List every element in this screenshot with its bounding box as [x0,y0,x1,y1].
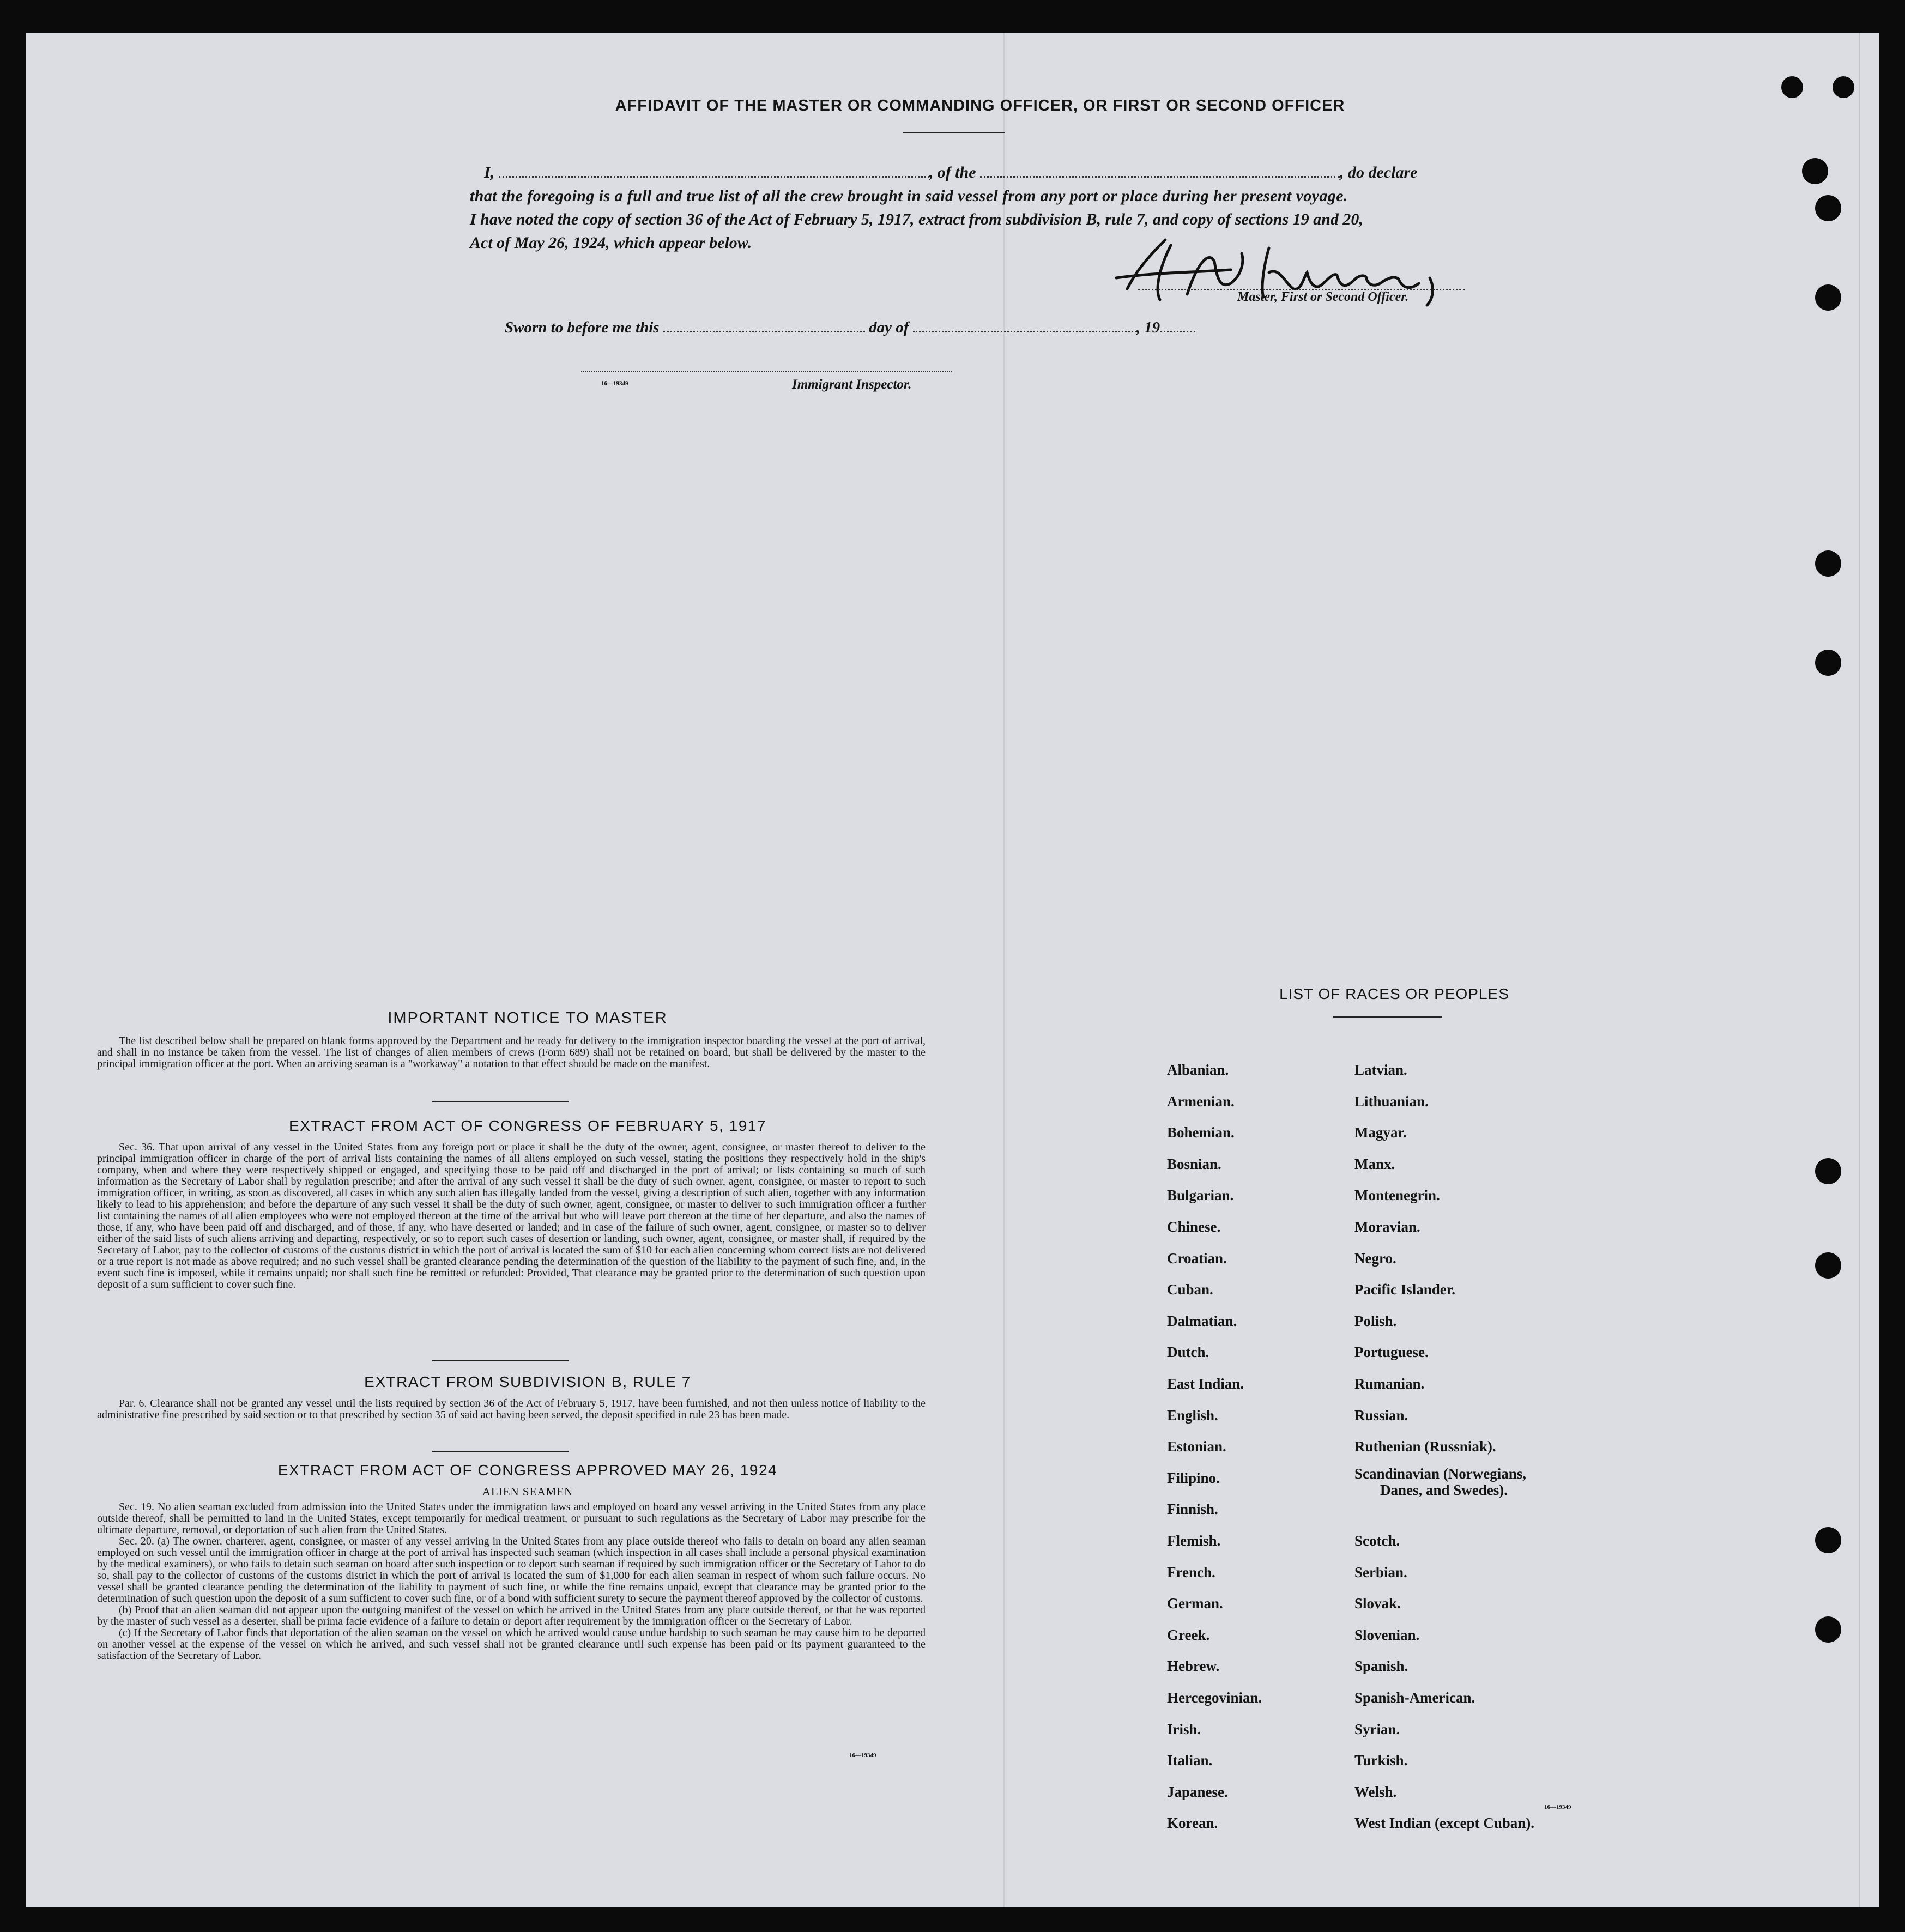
sec-20a-paragraph: Sec. 20. (a) The owner, charterer, agent, consignee, or master of any vessel arriving in the United States from any place outside thereof who fails to detain on board any alien seaman employed on such vessel until the immigration officer in charge at the port of arrival has inspected such seaman (which inspection in all cases shall include a personal physical examination by the medical examiners), or who fails to detain such seaman on board after such inspection or to deport such seaman if required by such immigration officer or the Secretary of Labor to do so, shall pay to the collector of customs of the customs district in which the port of arrival is located the sum of $1,000 for each alien seaman in respect of whom such failure occurs. No vessel shall be granted clearance pending the determination of the liability to payment of such fine, or while the fine remains unpaid, except that clearance may be granted prior to the determination of such question upon the deposit of a sum sufficient to cover such fine, or of a bond with sufficient surety to secure the payment thereof approved by the collector of customs. [97,1535,926,1604]
par-6-paragraph: Par. 6. Clearance shall not be granted any vessel until the lists required by section 36 of the Act of February 5, 1917, have been furnished, and not then unless notice of liability to the administrative fine prescribed by said section or to that prescribed by section 35 of said act having been served, the deposit specified in rule 23 has been made. [97,1397,926,1421]
page-edge [1859,33,1860,1907]
race-item: Chinese. [1167,1219,1221,1235]
race-item: Spanish-American. [1354,1689,1475,1706]
affidavit-line-2: that the foregoing is a full and true list of all the crew brought in said vessel from any port or place during her present voyage. [470,187,1348,205]
punch-hole [1815,1527,1841,1553]
race-item: Turkish. [1354,1752,1408,1769]
race-item: Flemish. [1167,1533,1221,1549]
race-item: Bohemian. [1167,1124,1235,1141]
extract-1924-form-number: 16—19349 [849,1752,876,1759]
races-title: LIST OF RACES OR PEOPLES [1279,985,1509,1002]
of-the-label: , of the [929,163,976,181]
affidavit-title-rule [903,132,1005,133]
race-item: Manx. [1354,1155,1395,1172]
race-item: East Indian. [1167,1376,1244,1392]
sec-19-paragraph: Sec. 19. No alien seaman excluded from admission into the United States under the immigration laws and employed on board any vessel arriving in the United States from any place outside thereof, shall be permitted to land in the United States, except temporarily for medical treatment, or pursuant to such regulations as the Secretary of Labor may prescribe for the ultimate departure, removal, or deportation of such alien from the United States. [97,1501,926,1536]
race-item: German. [1167,1595,1223,1612]
race-item: Scandinavian (Norwegians, [1354,1465,1527,1482]
races-title-rule [1333,1016,1442,1018]
do-declare-label: , do declare [1340,163,1418,181]
rule7-title: EXTRACT FROM SUBDIVISION B, RULE 7 [364,1373,691,1390]
race-item: Korean. [1167,1815,1218,1832]
race-item: Latvian. [1354,1062,1407,1078]
races-form-number: 16—19349 [1544,1804,1571,1810]
inspector-line [581,371,952,372]
notice-title: IMPORTANT NOTICE TO MASTER [388,1009,668,1027]
year-label: , 19 [1136,319,1160,336]
rule7-rule [432,1451,569,1452]
document-page [26,33,1879,1907]
race-item: English. [1167,1407,1218,1424]
race-item: Slovenian. [1354,1626,1420,1643]
punch-hole [1815,195,1841,221]
race-item: Syrian. [1354,1721,1400,1737]
race-item: Polish. [1354,1312,1397,1329]
punch-hole [1815,550,1841,577]
punch-hole [1781,76,1803,98]
race-item: Serbian. [1354,1564,1407,1580]
punch-hole [1815,1252,1841,1279]
race-item: Hercegovinian. [1167,1689,1262,1706]
punch-hole [1833,76,1854,98]
race-item: Dalmatian. [1167,1312,1237,1329]
race-item: Slovak. [1354,1595,1401,1612]
punch-hole [1815,1616,1841,1643]
signature-caption: Master, First or Second Officer. [1237,290,1409,304]
sec-36-paragraph: Sec. 36. That upon arrival of any vessel in the United States from any foreign port or place it shall be the duty of the owner, agent, consignee, or master thereof to deliver to the principal immigration officer in charge of the port of arrival lists containing the names of all aliens employed on such vessel, stating the positions they respectively hold in the ship's company, when and where they were respectively shipped or engaged, and specifying those to be paid off and discharged in the port of arrival; or lists containing so much of such information as the Secretary of Labor shall by regulation prescribe; and after the arrival of any such vessel it shall be the duty of such owner, agent, consignee, or master to report to such immigration officer, in writing, as soon as discovered, all cases in which any such alien has illegally landed from the vessel, giving a description of such alien, together with any information likely to lead to his apprehension; and before the departure of any such vessel it shall be the duty of such owner, agent, consignee, or master to deliver to such immigration officer a further list containing the names of all alien employees who were not employed thereon at the time of the arrival but who will leave port thereon at the time of her departure, and also the names of those, if any, who have been paid off and discharged, and of those, if any, who have deserted or landed; and in case of the failure of such owner, agent, consignee, or master so to deliver either of the said lists of such aliens arriving and departing, respectively, or so to report such cases of desertion or landing, such owner, agent, consignee, or master shall, if required by the Secretary of Labor, pay to the collector of customs of the customs district in which the port of arrival is located the sum of $10 for each alien concerning whom correct lists are not delivered or a true report is not made as above required; and no such vessel shall be granted clearance pending the determination of the question of the liability to the payment of such fine, and, in the event such fine is imposed, while it remains unpaid; nor shall such fine be remitted or refunded: Provided, That clearance may be granted prior to the determination of such question upon deposit of a sum sufficient to cover such fine. [97,1141,926,1291]
sworn-line [505,319,1195,337]
notice-rule [432,1101,569,1102]
race-item: Portuguese. [1354,1344,1429,1361]
vessel-name-field[interactable] [980,176,1340,178]
race-item: Hebrew. [1167,1658,1220,1675]
extract-1924-title: EXTRACT FROM ACT OF CONGRESS APPROVED MAY 26, 1924 [277,1462,778,1479]
race-item: Danes, and Swedes). [1380,1481,1508,1498]
affidavit-line-3: I have noted the copy of section 36 of the Act of February 5, 1917, extract from subdivision B, rule 7, and copy of sections 19 and 20, [470,210,1363,228]
inspector-caption: Immigrant Inspector. [792,377,912,392]
race-item: Rumanian. [1354,1376,1425,1392]
page-fold [1003,33,1005,1907]
race-item: Russian. [1354,1407,1408,1424]
race-item: Greek. [1167,1626,1210,1643]
race-item: Japanese. [1167,1783,1228,1800]
race-item: Welsh. [1354,1783,1397,1800]
master-name-field[interactable] [499,176,929,178]
race-item: Croatian. [1167,1250,1227,1267]
race-item: Irish. [1167,1721,1201,1737]
sworn-day-field[interactable] [663,331,865,332]
sec-20b-paragraph: (b) Proof that an alien seaman did not appear upon the outgoing manifest of the vessel on which he arrived in the United States from any place outside thereof, or that he was reported by the master of such vessel as a deserter, shall be prima facie evidence of a failure to detain or deport after requirement by the immigration officer or the Secretary of Labor. [97,1604,926,1627]
punch-hole [1802,158,1828,184]
rule7-text [97,1398,926,1421]
extract-1917-rule [432,1360,569,1361]
affidavit-line-4: Act of May 26, 1924, which appear below. [470,234,752,252]
race-item: Italian. [1167,1752,1213,1769]
race-item: Armenian. [1167,1093,1235,1110]
race-item: Scotch. [1354,1533,1400,1549]
race-item: Dutch. [1167,1344,1209,1361]
punch-hole [1815,1158,1841,1184]
race-item: Bulgarian. [1167,1187,1234,1204]
race-item: Cuban. [1167,1281,1213,1298]
extract-1924-text [97,1501,926,1662]
sworn-label: Sworn to before me this [505,319,660,336]
race-item: Estonian. [1167,1438,1226,1455]
race-item: Moravian. [1354,1219,1420,1235]
race-item: French. [1167,1564,1215,1580]
extract-1917-title: EXTRACT FROM ACT OF CONGRESS OF FEBRUARY 5, 1917 [289,1117,766,1134]
race-item: Ruthenian (Russniak). [1354,1438,1496,1455]
sec-20c-paragraph: (c) If the Secretary of Labor finds that deportation of the alien seaman on the vessel on which he arrived would cause undue hardship to such seaman he may cause him to be deported on another vessel at the expense of the vessel on which he arrived, and such vessel shall not be granted clearance until such expense has been paid or its payment guaranteed to the satisfaction of the Secretary of Labor. [97,1627,926,1662]
race-item: Filipino. [1167,1469,1220,1486]
affidavit-line-1 [484,163,1417,182]
extract-1917-text [97,1142,926,1291]
sworn-year-field[interactable] [1160,331,1195,332]
punch-hole [1815,650,1841,676]
punch-hole [1815,284,1841,311]
race-item: Negro. [1354,1250,1396,1267]
race-item: Finnish. [1167,1501,1218,1518]
race-item: Spanish. [1354,1658,1408,1675]
race-item: Magyar. [1354,1124,1407,1141]
affidavit-form-number: 16—19349 [601,380,628,387]
affidavit-i-label: I, [484,163,495,181]
race-item: West Indian (except Cuban). [1354,1815,1535,1832]
notice-text [97,1035,926,1070]
race-item: Albanian. [1167,1062,1229,1078]
race-item: Bosnian. [1167,1155,1221,1172]
notice-paragraph: The list described below shall be prepared on blank forms approved by the Department and be ready for delivery to the immigration inspector boarding the vessel at the port of arrival, and shall in no instance be taken from the vessel. The list of changes of alien members of crews (Form 689) shall not be retained on board, but shall be delivered by the master to the principal immigration officer at the port. When an arriving seaman is a "workaway" a notation to that effect should be made on the manifest. [97,1035,926,1070]
race-item: Pacific Islander. [1354,1281,1455,1298]
race-item: Lithuanian. [1354,1093,1429,1110]
sworn-month-field[interactable] [913,331,1136,332]
race-item: Montenegrin. [1354,1187,1440,1204]
day-of-label: day of [869,319,909,336]
alien-seamen-subtitle: ALIEN SEAMEN [482,1485,573,1498]
affidavit-title: AFFIDAVIT OF THE MASTER OR COMMANDING OFFICER, OR FIRST OR SECOND OFFICER [615,97,1345,114]
